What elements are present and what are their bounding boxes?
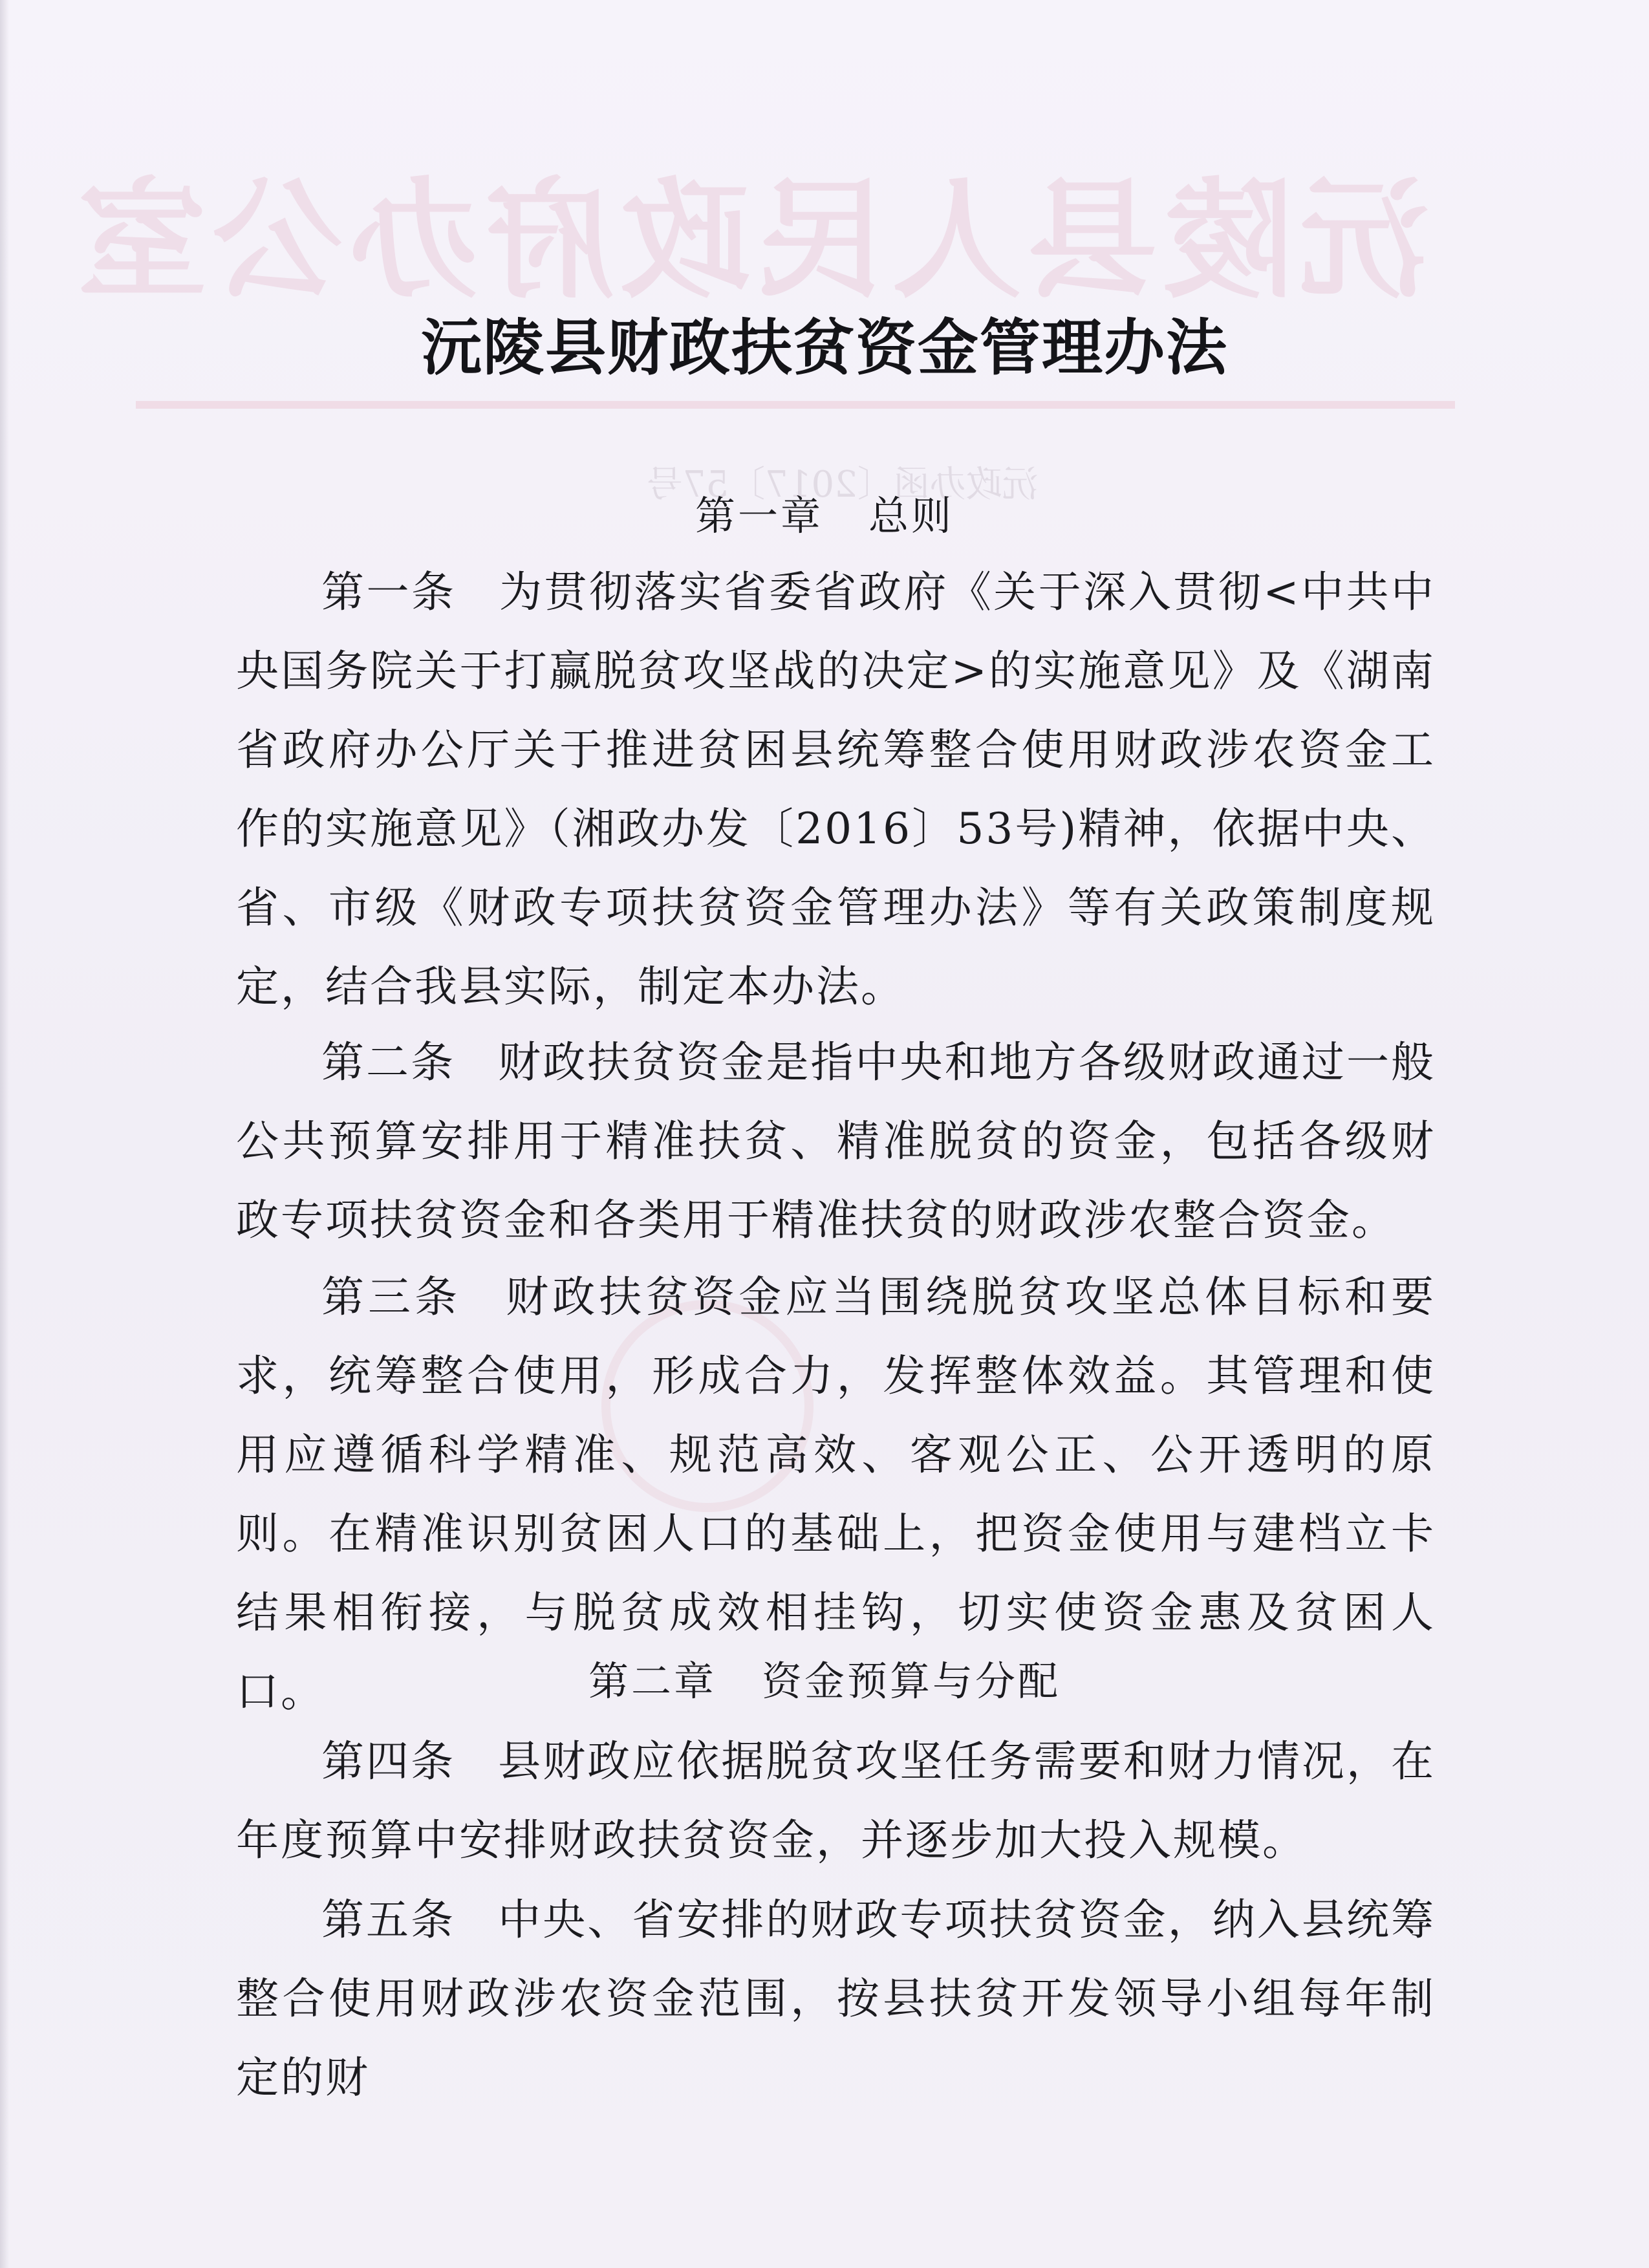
chapter-number: 第一章 [695,492,823,539]
chapter-name: 总则 [868,492,954,539]
article-text: 财政扶贫资金是指中央和地方各级财政通过一般公共预算安排用于精准扶贫、精准脱贫的资金，包括各级财政专项扶贫资金和各类用于精准扶贫的财政涉农整合资金。 [236,1037,1436,1245]
chapter-number: 第二章 [588,1658,717,1705]
article-text: 县财政应依据脱贫攻坚任务需要和财力情况，在年度预算中安排财政扶贫资金，并逐步加大投入规模。 [236,1736,1436,1865]
article-label: 第四条 [321,1736,456,1786]
article-label: 第三条 [321,1272,462,1322]
article-text: 财政扶贫资金应当围绕脱贫攻坚总体目标和要求，统筹整合使用，形成合力，发挥整体效益。其管理和使用应遵循科学精准、规范高效、客观公正、公开透明的原则。在精准识别贫困人口的基础上，把资金使用与建档立卡结果相衔接，与脱贫成效相挂钩，切实使资金惠及贫困人口。 [236,1272,1436,1716]
chapter-heading [0,484,1649,541]
article-text: 中央、省安排的财政专项扶贫资金，纳入县统筹整合使用财政涉农资金范围，按县扶贫开发领导小组每年制定的财 [236,1895,1436,2102]
show-through-red-rule [136,401,1455,409]
article-paragraph [236,553,1436,1026]
chapter-name: 资金预算与分配 [762,1658,1061,1705]
show-through-doc-number: 沅政办函〔2017〕57号 [647,464,1039,506]
document-title: 沅陵县财政扶贫资金管理办法 [420,312,1228,383]
article-paragraph [236,1722,1436,1880]
article-text: 为贯彻落实省委省政府《关于深入贯彻<中共中央国务院关于打赢脱贫攻坚战的决定>的实施意见》及《湖南省政府办公厅关于推进贫困县统筹整合使用财政涉农资金工作的实施意见》（湘政办发〔2016〕53号)精神，依据中央、省、市级《财政专项扶贫资金管理办法》等有关政策制度规定，结合我县实际，制定本办法。 [236,567,1436,1011]
article-paragraph [236,1023,1436,1260]
article-label: 第一条 [321,567,457,617]
article-paragraph [236,1881,1436,2117]
article-label: 第二条 [321,1037,456,1087]
show-through-header: 沅陵县人民政府办公室 [70,164,1429,316]
article-label: 第五条 [321,1895,456,1945]
chapter-heading [0,1649,1649,1707]
